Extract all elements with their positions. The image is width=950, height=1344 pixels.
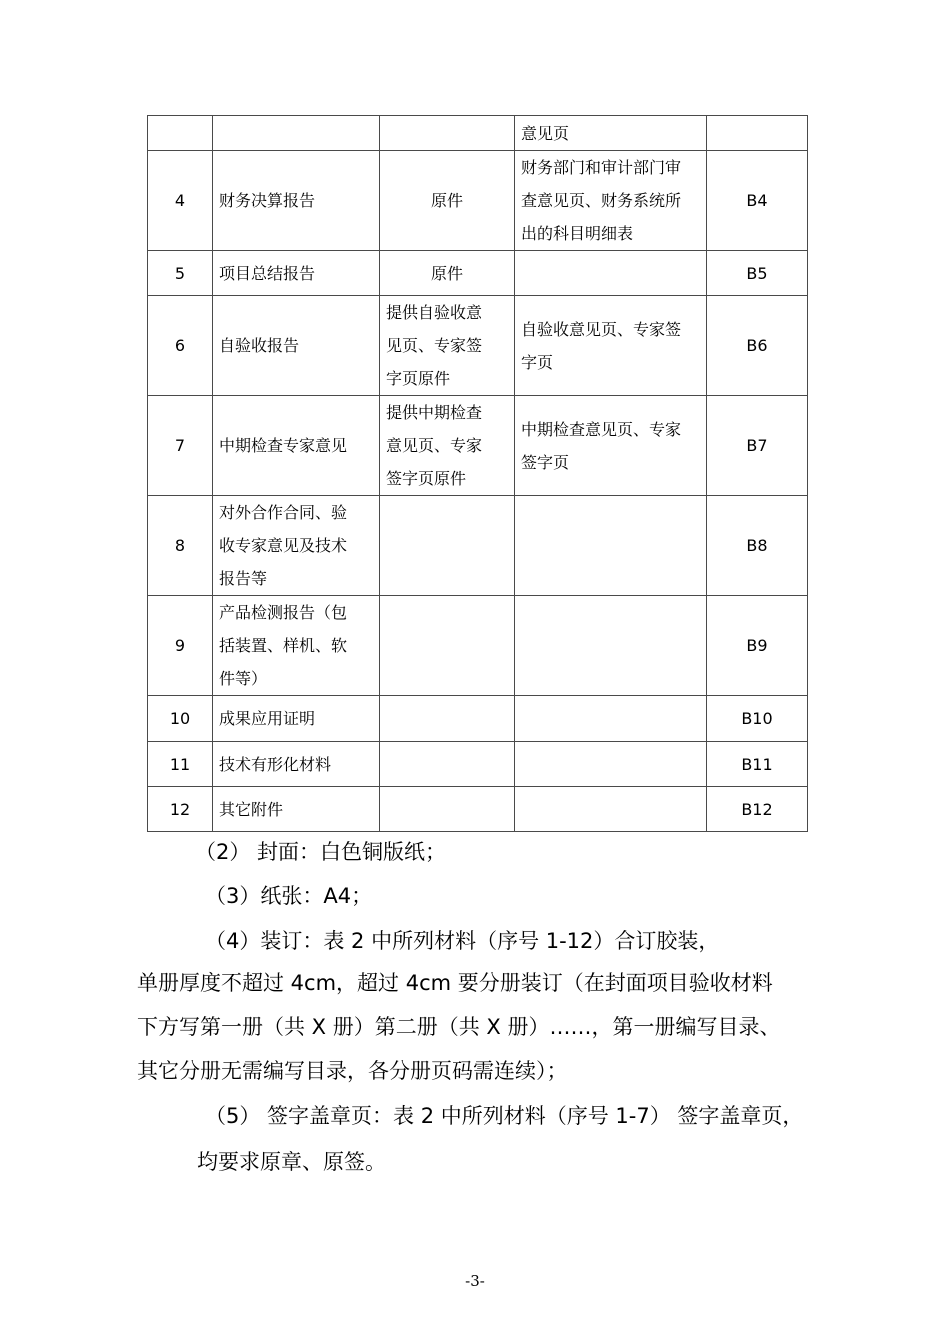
row-number-cell: 4 — [148, 151, 213, 251]
requirement-cell — [380, 116, 515, 151]
code-cell: B4 — [707, 151, 808, 251]
row-number-cell: 6 — [148, 296, 213, 396]
code-cell: B6 — [707, 296, 808, 396]
row-number-cell: 10 — [148, 696, 213, 742]
code-cell: B9 — [707, 596, 808, 696]
copy-requirement-cell: 自验收意见页、专家签 字页 — [515, 296, 707, 396]
code-cell: B12 — [707, 787, 808, 832]
row-number-cell: 7 — [148, 396, 213, 496]
binding-paragraph-line-2: 单册厚度不超过 4cm，超过 4cm 要分册装订（在封面项目验收材料 — [137, 971, 773, 995]
material-name-cell: 产品检测报告（包 括装置、样机、软 件等） — [213, 596, 380, 696]
requirement-cell: 提供中期检查 意见页、专家 签字页原件 — [380, 396, 515, 496]
material-name-cell — [213, 116, 380, 151]
binding-paragraph-line-3: 下方写第一册（共 X 册）第二册（共 X 册）……，第一册编写目录、 — [137, 1015, 781, 1039]
copy-requirement-cell — [515, 251, 707, 296]
requirement-cell: 原件 — [380, 251, 515, 296]
table-row — [148, 742, 808, 787]
copy-requirement-cell — [515, 496, 707, 596]
code-cell: B8 — [707, 496, 808, 596]
code-cell: B7 — [707, 396, 808, 496]
binding-paragraph-line-4: 其它分册无需编写目录，各分册页码需连续）； — [137, 1059, 568, 1083]
page-number: -3- — [465, 1272, 485, 1290]
code-cell — [707, 116, 808, 151]
table-row — [148, 116, 808, 151]
copy-requirement-cell — [515, 787, 707, 832]
material-name-cell: 成果应用证明 — [213, 696, 380, 742]
material-name-cell: 项目总结报告 — [213, 251, 380, 296]
code-cell: B11 — [707, 742, 808, 787]
table-row — [148, 151, 808, 251]
copy-requirement-cell: 中期检查意见页、专家 签字页 — [515, 396, 707, 496]
copy-requirement-cell — [515, 742, 707, 787]
table-row — [148, 396, 808, 496]
row-number-cell: 8 — [148, 496, 213, 596]
requirement-cell — [380, 742, 515, 787]
table-row — [148, 696, 808, 742]
copy-requirement-cell: 财务部门和审计部门审 查意见页、财务系统所 出的科目明细表 — [515, 151, 707, 251]
table-row — [148, 787, 808, 832]
copy-requirement-cell — [515, 696, 707, 742]
requirement-cell — [380, 496, 515, 596]
row-number-cell: 9 — [148, 596, 213, 696]
material-name-cell: 对外合作合同、验 收专家意见及技术 报告等 — [213, 496, 380, 596]
code-cell: B5 — [707, 251, 808, 296]
material-name-cell: 自验收报告 — [213, 296, 380, 396]
material-name-cell: 其它附件 — [213, 787, 380, 832]
material-name-cell: 财务决算报告 — [213, 151, 380, 251]
signature-paragraph-line-1: （5） 签字盖章页：表 2 中所列材料（序号 1-7） 签字盖章页， — [205, 1104, 804, 1128]
copy-requirement-cell — [515, 596, 707, 696]
requirement-cell — [380, 596, 515, 696]
materials-table — [147, 115, 808, 832]
table-row — [148, 296, 808, 396]
requirement-cell — [380, 696, 515, 742]
requirement-cell — [380, 787, 515, 832]
table-row — [148, 496, 808, 596]
row-number-cell: 5 — [148, 251, 213, 296]
requirement-cell: 提供自验收意 见页、专家签 字页原件 — [380, 296, 515, 396]
binding-paragraph-line-1: （4）装订：表 2 中所列材料（序号 1-12）合订胶装， — [205, 929, 720, 953]
paper-size-paragraph: （3）纸张：A4； — [205, 884, 373, 908]
requirement-cell: 原件 — [380, 151, 515, 251]
row-number-cell: 12 — [148, 787, 213, 832]
material-name-cell: 技术有形化材料 — [213, 742, 380, 787]
row-number-cell — [148, 116, 213, 151]
code-cell: B10 — [707, 696, 808, 742]
cover-paper-paragraph: （2） 封面：白色铜版纸； — [195, 840, 447, 864]
copy-requirement-cell: 意见页 — [515, 116, 707, 151]
signature-paragraph-line-2: 均要求原章、原签。 — [197, 1150, 386, 1174]
table-row — [148, 251, 808, 296]
row-number-cell: 11 — [148, 742, 213, 787]
material-name-cell: 中期检查专家意见 — [213, 396, 380, 496]
table-row — [148, 596, 808, 696]
